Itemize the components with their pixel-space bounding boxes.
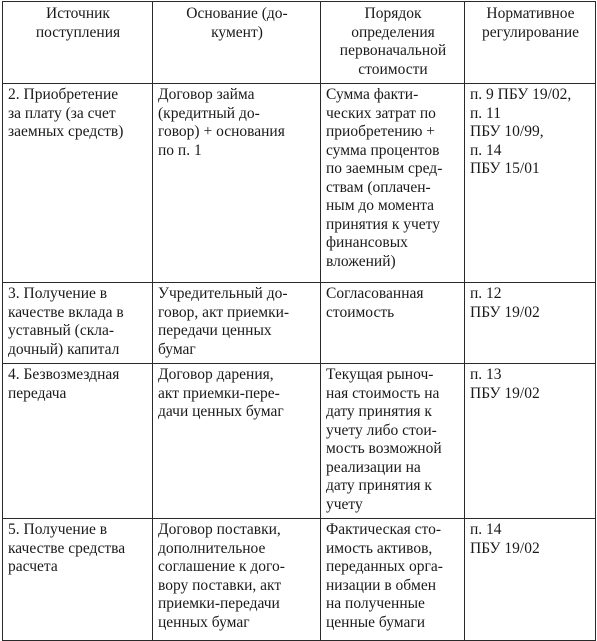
cell-regulation: п. 12 ПБУ 19/02 (465, 283, 596, 364)
cell-valuation: Согласованная стоимость (321, 283, 465, 364)
table-row (3, 364, 596, 519)
cell-regulation: п. 9 ПБУ 19/02, п. 11 ПБУ 10/99, п. 14 ПБУ 15/01 (465, 84, 596, 283)
header-regulation: Нормативное регулирование (465, 2, 596, 84)
cell-valuation: Фактическая сто- имость активов, переданных орга- низации в обмен на полученные ценные бумаги (321, 519, 465, 641)
table-header-row (3, 2, 596, 84)
cell-valuation: Текущая рыноч- ная стоимость на дату принятия к учету либо стои- мость возможной реализации на дату принятия к учету (321, 364, 465, 519)
cell-source: 4. Безвозмездная передача (3, 364, 153, 519)
header-valuation: Порядок определения первоначальной стоимости (321, 2, 465, 84)
cell-basis: Договор займа (кредитный до- говор) + основания по п. 1 (153, 84, 321, 283)
table-row (3, 519, 596, 641)
cell-source: 2. Приобретение за плату (за счет заемных средств) (3, 84, 153, 283)
cell-valuation: Сумма факти- ческих затрат по приобретению + сумма процентов по заемным сред- ствам (оплачен- ным до момента принятия к учету финансовых вложений) (321, 84, 465, 283)
cell-regulation: п. 14 ПБУ 19/02 (465, 519, 596, 641)
cell-basis: Договор дарения, акт приемки-пере- дачи ценных бумаг (153, 364, 321, 519)
cell-regulation: п. 13 ПБУ 19/02 (465, 364, 596, 519)
header-basis: Основание (до- кумент) (153, 2, 321, 84)
document-table (2, 1, 596, 641)
header-source: Источник поступления (3, 2, 153, 84)
cell-source: 3. Получение в качестве вклада в уставный (скла- дочный) капитал (3, 283, 153, 364)
cell-basis: Договор поставки, дополнительное соглашение к дого- вору поставки, акт приемки-передачи ценных бумаг (153, 519, 321, 641)
cell-source: 5. Получение в качестве средства расчета (3, 519, 153, 641)
cell-basis: Учредительный до- говор, акт приемки- передачи ценных бумаг (153, 283, 321, 364)
table-row (3, 283, 596, 364)
table-row (3, 84, 596, 283)
